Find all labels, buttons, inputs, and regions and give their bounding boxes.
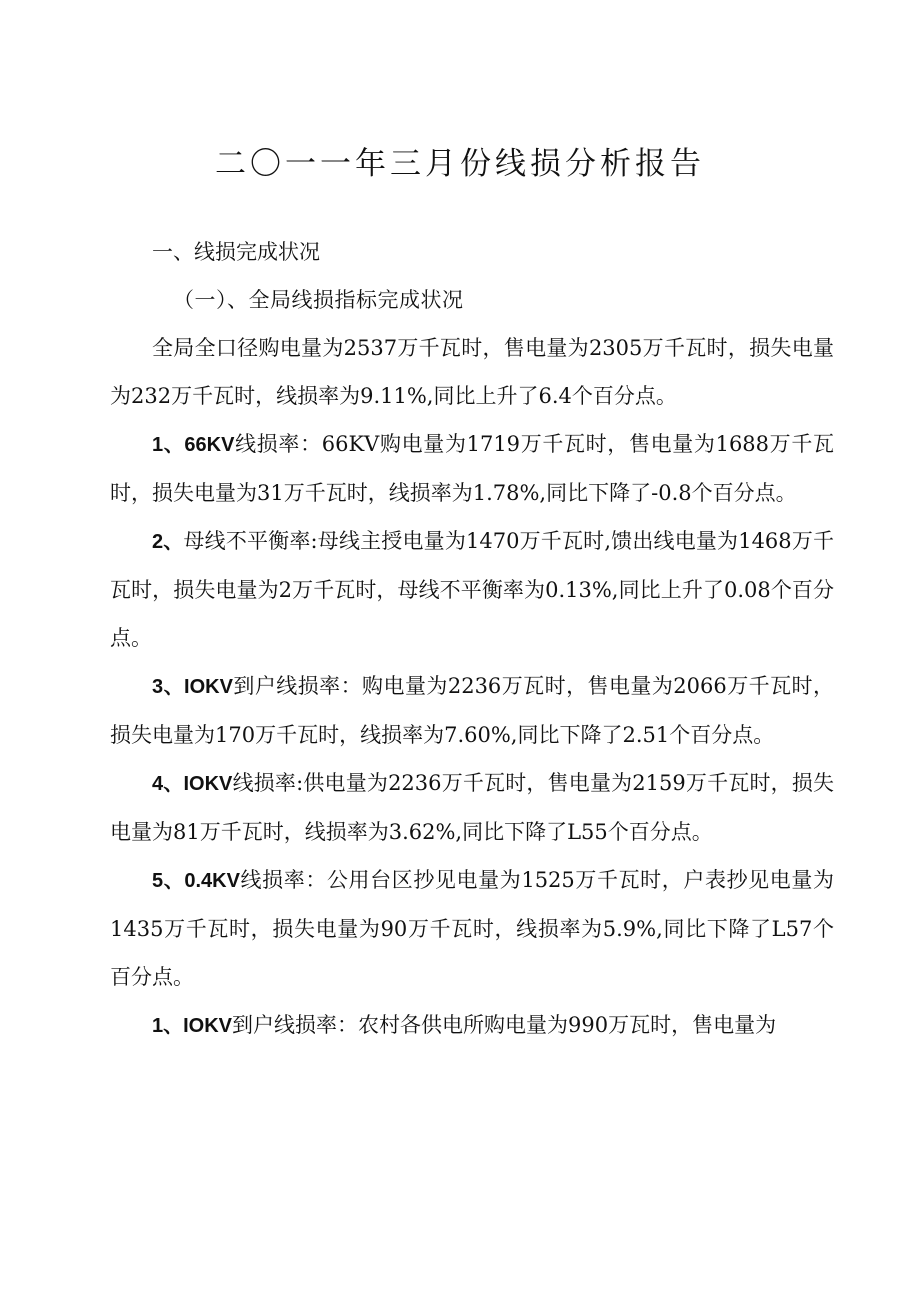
item-lead: 5、0.4KV [152,870,240,892]
item-text: 到户线损率：购电量为2236万瓦时，售电量为2066万千瓦时，损失电量为170万千瓦时，线损率为7.60%,同比下降了2.51个百分点。 [110,674,834,747]
item-lead: 1、IOKV [152,1015,233,1037]
item-text: 线损率：公用台区抄见电量为1525万千瓦时，户表抄见电量为1435万千瓦时，损失电量为90万千瓦时，线损率为5.9%,同比下降了L57个百分点。 [110,868,834,989]
item-paragraph-4 [110,759,834,856]
document-title: 二〇一一年三月份线损分析报告 [215,146,705,182]
item-lead: 2、 [152,531,184,553]
item-paragraph-1 [110,420,834,517]
item-lead: 3、IOKV [152,676,233,698]
intro-paragraph: 全局全口径购电量为2537万千瓦时，售电量为2305万千瓦时，损失电量为232万千瓦时，线损率为9.11%,同比上升了6.4个百分点。 [110,336,834,408]
item-paragraph-6 [110,1001,834,1050]
item-paragraph-3 [110,662,834,759]
item-text: 线损率:供电量为2236万千瓦时，售电量为2159万千瓦时，损失电量为81万千瓦时，线损率为3.62%,同比下降了L55个百分点。 [110,771,834,844]
item-text: 到户线损率：农村各供电所购电量为990万瓦时，售电量为 [232,1013,777,1037]
item-paragraph-2 [110,517,834,662]
section-heading: 一、线损完成状况 [152,240,320,264]
item-text: 线损率：66KV购电量为1719万千瓦时，售电量为1688万千瓦时，损失电量为31万千瓦时，线损率为1.78%,同比下降了-0.8个百分点。 [110,432,834,505]
item-lead: 4、IOKV [152,773,233,795]
item-text: 母线不平衡率:母线主授电量为1470万千瓦时,馈出线电量为1468万千瓦时，损失电量为2万千瓦时，母线不平衡率为0.13%,同比上升了0.08个百分点。 [110,529,835,650]
subsection-heading: （一）、全局线损指标完成状况 [173,288,464,312]
document-body [110,228,834,1050]
item-paragraph-5 [110,856,834,1001]
item-lead: 1、66KV [152,434,235,456]
